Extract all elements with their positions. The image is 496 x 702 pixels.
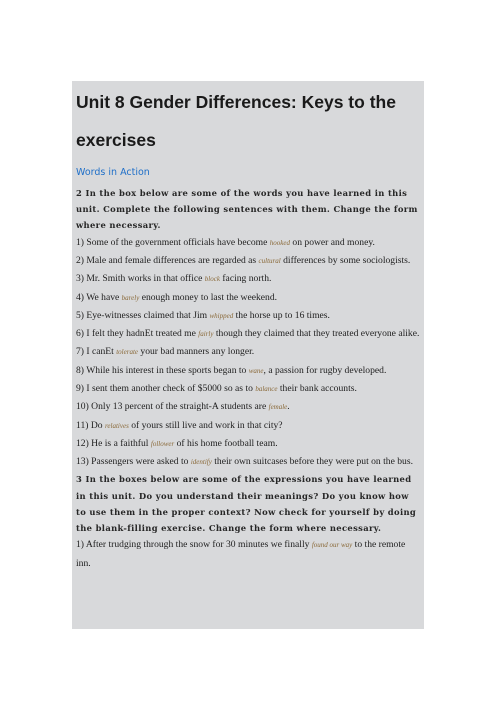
sentence-text: your bad manners any longer.	[138, 346, 255, 358]
sentence-text: their bank accounts.	[277, 382, 357, 394]
exercise-sentence	[76, 289, 420, 307]
exercise-2-list	[76, 234, 420, 472]
answer-word: cultural	[258, 256, 281, 265]
exercise-sentence	[76, 325, 420, 343]
sentence-text: 1) After trudging through the snow for 30 minutes we finally	[76, 539, 312, 551]
exercise-sentence	[76, 343, 420, 361]
answer-word: follower	[150, 439, 175, 448]
exercise-3-list	[76, 536, 420, 572]
sentence-text: 2) Male and female differences are regarded as	[76, 254, 259, 266]
sentence-text: facing north.	[219, 273, 272, 285]
sentence-text: 12) He is a faithful	[76, 437, 151, 449]
sentence-text: , a passion for rugby developed.	[263, 364, 387, 376]
answer-word: tolerate	[116, 348, 139, 357]
sentence-text: of his home football team.	[174, 437, 278, 449]
exercise-2-instruction: 2 In the box below are some of the words you have learned in this unit. Complete the following sentences with them. Change the form where necessary.	[76, 188, 418, 231]
answer-word: whipped	[209, 311, 234, 320]
answer-word: barely	[121, 293, 140, 302]
section-heading: Words in Action	[76, 167, 150, 178]
sentence-text: though they claimed that they treated everyone alike.	[213, 328, 420, 340]
sentence-text: 11) Do	[76, 419, 105, 431]
sentence-text: enough money to last the weekend.	[139, 291, 278, 303]
sentence-text: .	[287, 401, 290, 413]
document-panel	[72, 81, 424, 629]
answer-word: wane	[248, 366, 264, 375]
sentence-text: 9) I sent them another check of $5000 so as to	[76, 382, 256, 394]
sentence-text: 5) Eye-witnesses claimed that Jim	[76, 309, 210, 321]
sentence-text: differences by some sociologists.	[280, 254, 411, 266]
sentence-text: 13) Passengers were asked to	[76, 456, 191, 468]
exercise-sentence	[76, 435, 420, 453]
sentence-text: their own suitcases before they were put on the bus.	[211, 456, 413, 468]
sentence-text: 3) Mr. Smith works in that office	[76, 273, 205, 285]
answer-word: identify	[190, 458, 212, 467]
exercise-sentence	[76, 252, 420, 270]
exercise-sentence	[76, 417, 420, 435]
sentence-text: 10) Only 13 percent of the straight-A students are	[76, 401, 269, 413]
sentence-text: on power and money.	[290, 236, 375, 248]
sentence-text: the horse up to 16 times.	[233, 309, 330, 321]
exercise-sentence	[76, 398, 420, 416]
exercise-sentence	[76, 536, 420, 572]
answer-word: block	[204, 275, 220, 284]
answer-word: hooked	[269, 238, 290, 247]
sentence-text: 8) While his interest in these sports began to	[76, 364, 249, 376]
sentence-text: 4) We have	[76, 291, 122, 303]
answer-word: found our way	[311, 541, 353, 550]
sentence-text: 7) I canEt	[76, 346, 117, 358]
sentence-text: 6) I felt they hadnEt treated me	[76, 328, 199, 340]
exercise-sentence	[76, 362, 420, 380]
answer-word: fairly	[198, 330, 214, 339]
sentence-text: to the remote inn.	[76, 539, 406, 569]
exercise-3-instruction: 3 In the boxes below are some of the expressions you have learned in this unit. Do you understand their meanings? Do you know how to use them in the proper context? Now check for yourself by doing the blank-filling exercise. Change the form where necessary.	[76, 474, 417, 534]
document-title: Unit 8 Gender Differences: Keys to the exercises	[76, 92, 396, 150]
answer-word: relatives	[104, 421, 129, 430]
answer-word: balance	[255, 384, 278, 393]
answer-word: female	[268, 403, 288, 412]
exercise-sentence	[76, 234, 420, 252]
sentence-text: 1) Some of the government officials have become	[76, 236, 270, 248]
exercise-sentence	[76, 453, 420, 471]
sentence-text: of yours still live and work in that city?	[128, 419, 283, 431]
exercise-sentence	[76, 270, 420, 288]
exercise-sentence	[76, 380, 420, 398]
exercise-sentence	[76, 307, 420, 325]
